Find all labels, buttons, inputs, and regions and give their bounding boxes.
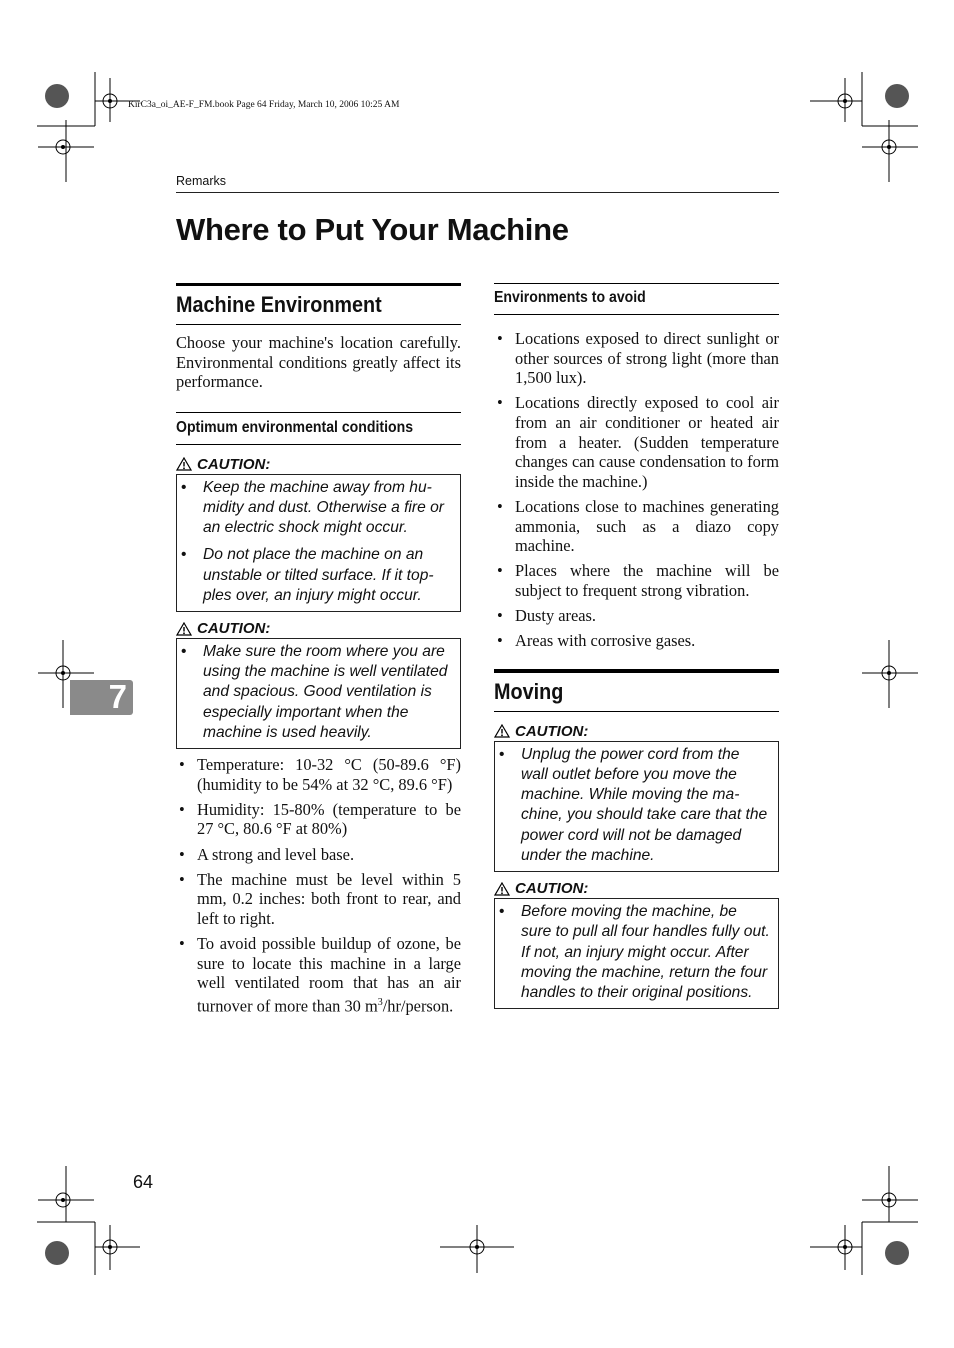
avoid-list [494, 329, 779, 651]
list-item: • Humidity: 15-80% (temperature to be 27 °C, 80.6 °F at 80%) [179, 799, 461, 839]
left-column [176, 283, 461, 1022]
list-item: • Locations exposed to direct sunlight or other sources of strong light (more than 1,500 lux). [497, 329, 779, 388]
list-item: • Dusty areas. [497, 606, 597, 626]
section-header: Remarks [176, 174, 227, 188]
caution-item: • Keep the machine away from humidity and dust. Otherwise a fire or an electric shock might occur. [181, 478, 444, 537]
list-item: • To avoid possible buildup of ozone, be sure to locate this machine in a large well ventilated room that has an air turnover of more than 30 $m^3/hr$/person. [179, 934, 461, 1016]
list-item: • Areas with corrosive gases. [497, 631, 696, 651]
conditions-list [176, 755, 461, 1016]
caution-label: CAUTION: [494, 722, 779, 741]
list-item: • A strong and level base. [179, 844, 355, 864]
warning-triangle-icon [494, 724, 510, 738]
machine-environment-heading: Machine Environment [176, 283, 461, 325]
caution-box [176, 638, 461, 749]
caution-box [494, 898, 779, 1009]
warning-triangle-icon [176, 622, 192, 636]
caution-label: CAUTION: [176, 619, 461, 638]
intro-paragraph: Choose your machine's location carefully. Environmental conditions greatly affect its performance. [176, 333, 461, 392]
caution-label: CAUTION: [176, 455, 461, 474]
caution-label: CAUTION: [494, 879, 779, 898]
chapter-tab [70, 680, 133, 715]
page-number: 64 [133, 1172, 154, 1192]
list-item: • Locations directly exposed to cool air from an air conditioner or heated air from a heater. (Sudden temperature changes can cause condensation to form inside the machine.) [497, 393, 779, 491]
caution-box [494, 741, 779, 872]
list-item: • The machine must be level within 5 mm, 0.2 inches: both front to rear, and left to right. [179, 869, 461, 928]
file-stamp: KirC3a_oi_AE-F_FM.book Page 64 Friday, March 10, 2006 10:25 AM [128, 100, 400, 110]
caution-item: • Unplug the power cord from the wall outlet before you move the machine. While moving the machine, you should take care that the power cord will not be damaged under the machine. [499, 745, 768, 864]
caution-item: • Do not place the machine on an unstable or tilted surface. If it topples over, an injury might occur. [181, 546, 434, 604]
page-title: Where to Put Your Machine [176, 212, 569, 247]
moving-heading: Moving [494, 669, 779, 712]
caution-item: • Make sure the room where you are using the machine is well ventilated and spacious. Good ventilation is especially important when the machine is used heavily. [181, 643, 448, 741]
list-item: • Places where the machine will be subject to frequent strong vibration. [497, 561, 779, 600]
right-column [494, 283, 779, 1009]
environments-to-avoid-heading: Environments to avoid [494, 283, 779, 315]
list-item: • Locations close to machines generating ammonia, such as a diazo copy machine. [497, 496, 779, 556]
caution-box [176, 474, 461, 612]
header-rule [176, 192, 779, 193]
warning-triangle-icon [176, 457, 192, 471]
optimum-conditions-heading: Optimum environmental conditions [176, 412, 461, 445]
warning-triangle-icon [494, 882, 510, 896]
chapter-number: 7 [108, 678, 127, 715]
caution-item: • Before moving the machine, be sure to pull all four handles fully out. If not, an injury might occur. After moving the machine, return the four handles to their original positions. [499, 903, 770, 1001]
list-item: • Temperature: 10-32 °C (50-89.6 °F) (humidity to be 54% at 32 °C, 89.6 °F) [179, 755, 461, 794]
